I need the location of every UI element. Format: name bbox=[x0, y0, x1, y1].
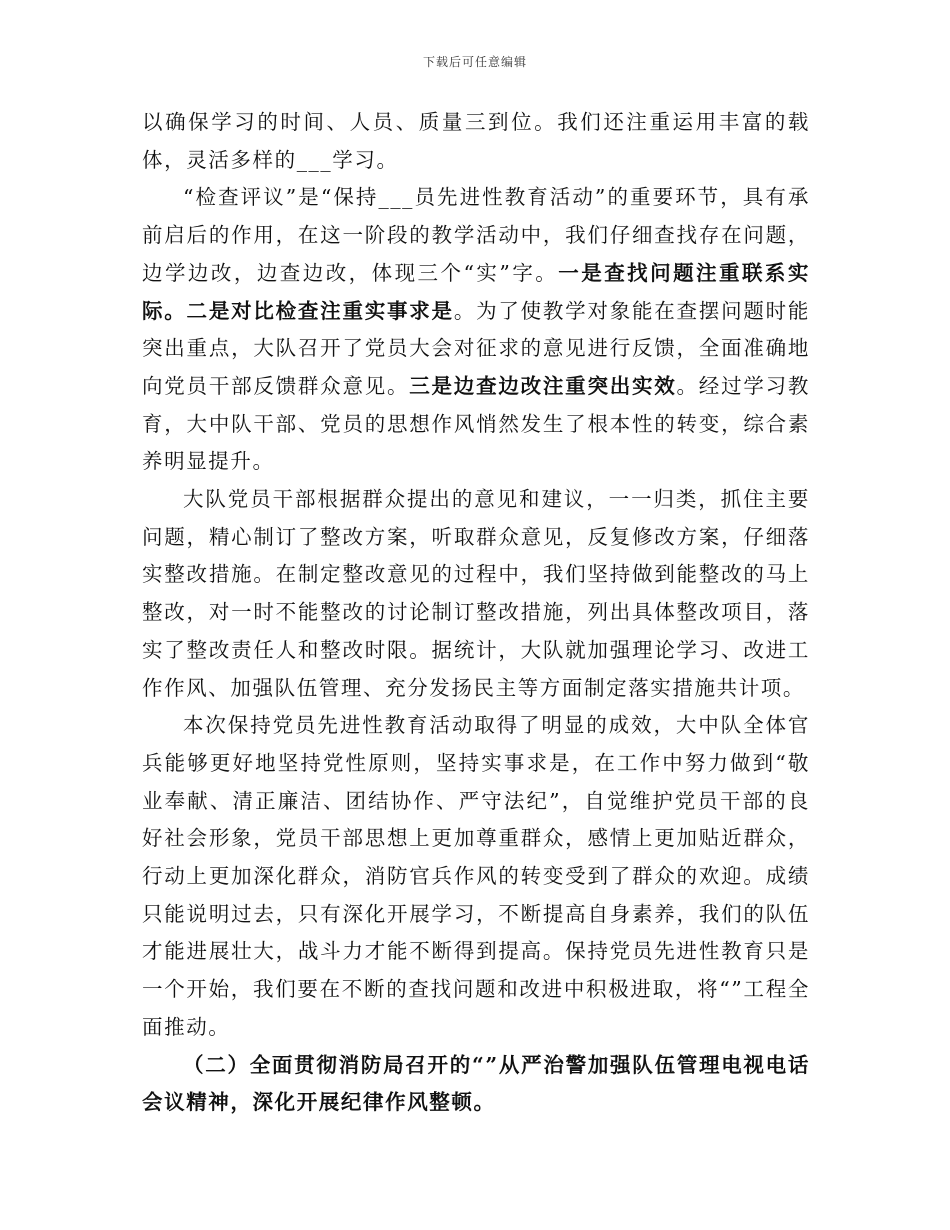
paragraph-2-text-c: 。为了使教学对象能在查摆问题时能突出重点，大队召开了党员大会对征求的意见进行反馈，全面准确地向党员干部反馈群众意见。 bbox=[142, 298, 810, 398]
paragraph-2-text-a: “检查评议”是“保持___员先进性教育活动”的重要环节，具有承前启后的作用，在这一阶段的教学活动中，我们仔细查找存在问题，边学边改，边查边改，体现三个“实”字。 bbox=[142, 185, 810, 285]
paragraph-1: 以确保学习的时间、人员、质量三到位。我们还注重运用丰富的载体，灵活多样的___学习。 bbox=[142, 110, 810, 172]
paragraph-2 bbox=[142, 179, 810, 481]
document-body bbox=[142, 104, 810, 1122]
paragraph-2-text-d: 。经过学习教育，大中队干部、党员的思想作风悄然发生了根本性的转变，综合素养明显提升。 bbox=[142, 373, 810, 474]
section-subheading: （二）全面贯彻消防局召开的“”从严治警加强队伍管理电视电话会议精神，深化开展纪律作风整顿。 bbox=[142, 1052, 810, 1115]
point-one-bold: 一是查找问题注重联系实际。 bbox=[142, 260, 810, 323]
paragraph-3: 大队党员干部根据群众提出的意见和建议，一一归类，抓住主要问题，精心制订了整改方案，听取群众意见，反复修改方案，仔细落实整改措施。在制定整改意见的过程中，我们坚持做到能整改的马上整改，对一时不能整改的讨论制订整改措施，列出具体整改项目，落实了整改责任人和整改时限。据统计，大队就加强理论学习、改进工作作风、加强队伍管理、充分发扬民主等方面制定落实措施共计项。 bbox=[142, 487, 810, 700]
point-two-bold: 二是对比检查注重实事求是 bbox=[186, 298, 454, 323]
paragraph-4: 本次保持党员先进性教育活动取得了明显的成效，大中队全体官兵能够更好地坚持党性原则，坚持实事求是，在工作中努力做到“敬业奉献、清正廉洁、团结协作、严守法纪”，自觉维护党员干部的良好社会形象，党员干部思想上更加尊重群众，感情上更加贴近群众，行动上更加深化群众，消防官兵作风的转变受到了群众的欢迎。成绩只能说明过去，只有深化开展学习，不断提高自身素养，我们的队伍才能进展壮大，战斗力才能不断得到提高。保持党员先进性教育只是一个开始，我们要在不断的查找问题和改进中积极进取，将“”工程全面推动。 bbox=[142, 713, 810, 1039]
point-three-bold: 三是边查边改注重突出实效 bbox=[409, 373, 677, 398]
page-header: 下载后可任意编辑 bbox=[422, 55, 527, 69]
